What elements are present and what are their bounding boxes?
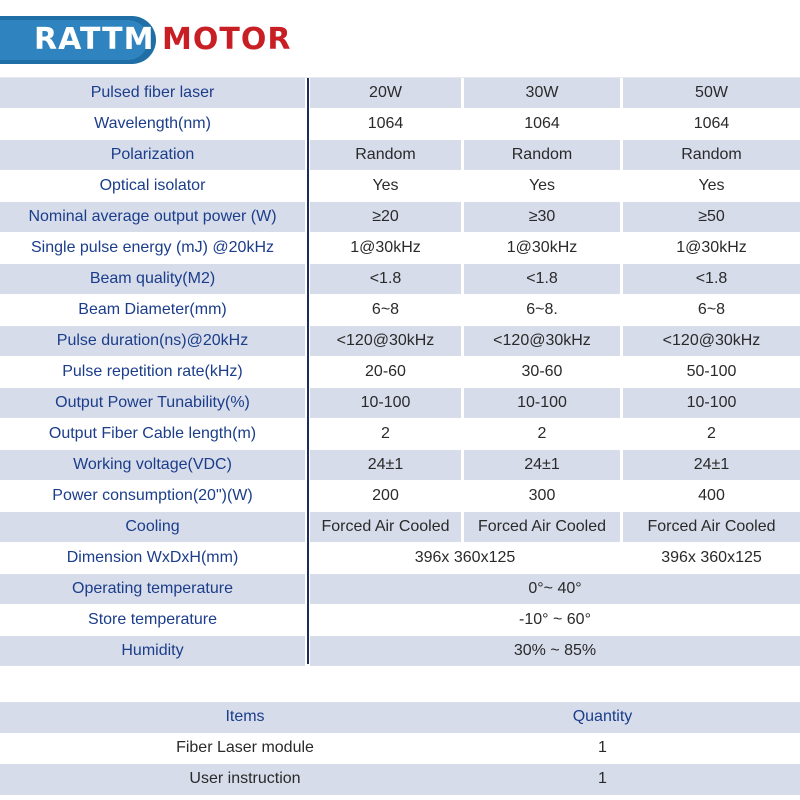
spec-value-20w: 200 bbox=[372, 487, 399, 504]
spec-row-label: Polarization bbox=[0, 140, 305, 170]
spec-row-label: Pulse duration(ns)@20kHz bbox=[0, 326, 305, 356]
spec-value-50w: 10-100 bbox=[623, 388, 800, 418]
spec-value-20w: 20-60 bbox=[365, 363, 406, 380]
spec-value-50w: 50-100 bbox=[686, 363, 737, 380]
spec-row bbox=[0, 450, 800, 481]
spec-value-30w: 1064 bbox=[524, 115, 560, 132]
spec-value-30w: 10-100 bbox=[464, 388, 620, 418]
spec-value-30w: 6~8. bbox=[526, 301, 558, 318]
spec-value-20w: 2 bbox=[381, 425, 390, 442]
spec-row-label: Output Power Tunability(%) bbox=[0, 388, 305, 418]
spec-value-30w: Yes bbox=[528, 177, 556, 194]
spec-value-30w: <1.8 bbox=[464, 264, 620, 294]
spec-row-label: Dimension WxDxH(mm) bbox=[66, 549, 239, 566]
spec-row-label: Cooling bbox=[0, 512, 305, 542]
spec-row-label: Humidity bbox=[0, 636, 305, 666]
items-header-row bbox=[0, 702, 800, 733]
item-quantity: 1 bbox=[598, 739, 607, 756]
spec-value-50w: 2 bbox=[707, 425, 716, 442]
spec-value-merged-20w-30w: 396x 360x125 bbox=[414, 549, 516, 566]
spec-value-merged-all: 30% ~ 85% bbox=[310, 636, 800, 666]
spec-value-50w: 24±1 bbox=[623, 450, 800, 480]
spec-row-label: Nominal average output power (W) bbox=[0, 202, 305, 232]
spec-row-label: Working voltage(VDC) bbox=[0, 450, 305, 480]
spec-value-30w: 2 bbox=[537, 425, 547, 442]
spec-row bbox=[0, 543, 800, 574]
spec-value-50w: 50W bbox=[623, 78, 800, 108]
spec-value-20w: 10-100 bbox=[310, 388, 461, 418]
spec-row bbox=[0, 357, 800, 388]
logo-text-motor: MOTOR bbox=[162, 22, 292, 57]
spec-row-label: Beam Diameter(mm) bbox=[78, 301, 227, 318]
spec-value-30w: Random bbox=[464, 140, 620, 170]
spec-row bbox=[0, 295, 800, 326]
item-quantity: 1 bbox=[598, 770, 607, 787]
spec-value-20w: ≥20 bbox=[310, 202, 461, 232]
spec-value-30w: 24±1 bbox=[464, 450, 620, 480]
spec-value-20w: 20W bbox=[310, 78, 461, 108]
column-divider bbox=[307, 78, 309, 664]
spec-value-50w: <1.8 bbox=[623, 264, 800, 294]
spec-row bbox=[0, 171, 800, 202]
spec-value-30w: 30W bbox=[464, 78, 620, 108]
items-row bbox=[0, 733, 800, 764]
quantity-header: Quantity bbox=[572, 708, 633, 725]
spec-value-20w: Random bbox=[310, 140, 461, 170]
item-name: Fiber Laser module bbox=[176, 739, 314, 756]
spec-value-merged-all: 0°~ 40° bbox=[310, 574, 800, 604]
spec-row-label: Store temperature bbox=[88, 611, 217, 628]
spec-row bbox=[0, 512, 800, 543]
spec-row-label: Beam quality(M2) bbox=[0, 264, 305, 294]
spec-value-30w: 300 bbox=[528, 487, 556, 504]
brand-logo bbox=[0, 16, 300, 64]
spec-value-20w: <1.8 bbox=[310, 264, 461, 294]
spec-row-label: Optical isolator bbox=[99, 177, 206, 194]
spec-row-label: Pulsed fiber laser bbox=[0, 78, 305, 108]
spec-row bbox=[0, 264, 800, 295]
spec-row bbox=[0, 388, 800, 419]
spec-row bbox=[0, 326, 800, 357]
spec-value-50w: Random bbox=[623, 140, 800, 170]
spec-row-label: Pulse repetition rate(kHz) bbox=[62, 363, 243, 380]
spec-value-20w: Forced Air Cooled bbox=[310, 512, 461, 542]
spec-value-50w: <120@30kHz bbox=[623, 326, 800, 356]
spec-row bbox=[0, 109, 800, 140]
logo-text-rattm: RATTM bbox=[34, 22, 155, 57]
item-name: User instruction bbox=[189, 770, 301, 787]
spec-value-20w: 1064 bbox=[367, 115, 404, 132]
spec-row bbox=[0, 574, 800, 605]
spec-row-label: Wavelength(nm) bbox=[94, 115, 211, 132]
spec-row-label: Single pulse energy (mJ) @20kHz bbox=[30, 239, 274, 256]
spec-value-50w: 1@30kHz bbox=[676, 239, 747, 256]
spec-value-20w: 6~8 bbox=[371, 301, 400, 318]
spec-value-50w: 396x 360x125 bbox=[661, 549, 762, 566]
spec-value-20w: 24±1 bbox=[310, 450, 461, 480]
spec-value-30w: 1@30kHz bbox=[506, 239, 578, 256]
spec-row bbox=[0, 605, 800, 636]
spec-value-merged-all: -10° ~ 60° bbox=[519, 611, 591, 628]
spec-value-20w: Yes bbox=[372, 177, 399, 194]
spec-value-30w: ≥30 bbox=[464, 202, 620, 232]
spec-row-label: Operating temperature bbox=[0, 574, 305, 604]
spec-row-label: Power consumption(20")(W) bbox=[52, 487, 253, 504]
spec-value-50w: 400 bbox=[698, 487, 725, 504]
spec-row bbox=[0, 636, 800, 667]
items-header: Items bbox=[225, 708, 265, 725]
spec-row-label: Output Fiber Cable length(m) bbox=[48, 425, 257, 442]
spec-row bbox=[0, 140, 800, 171]
spec-value-50w: 1064 bbox=[693, 115, 730, 132]
spec-value-50w: Yes bbox=[698, 177, 725, 194]
spec-value-50w: 6~8 bbox=[697, 301, 726, 318]
items-row bbox=[0, 764, 800, 795]
spec-value-20w: <120@30kHz bbox=[310, 326, 461, 356]
spec-value-30w: <120@30kHz bbox=[464, 326, 620, 356]
spec-value-30w: Forced Air Cooled bbox=[464, 512, 620, 542]
spec-row bbox=[0, 419, 800, 450]
spec-value-30w: 30-60 bbox=[521, 363, 563, 380]
spec-row bbox=[0, 202, 800, 233]
spec-row bbox=[0, 78, 800, 109]
spec-value-50w: ≥50 bbox=[623, 202, 800, 232]
spec-row bbox=[0, 481, 800, 512]
spec-value-50w: Forced Air Cooled bbox=[623, 512, 800, 542]
spec-value-20w: 1@30kHz bbox=[350, 239, 421, 256]
spec-row bbox=[0, 233, 800, 264]
